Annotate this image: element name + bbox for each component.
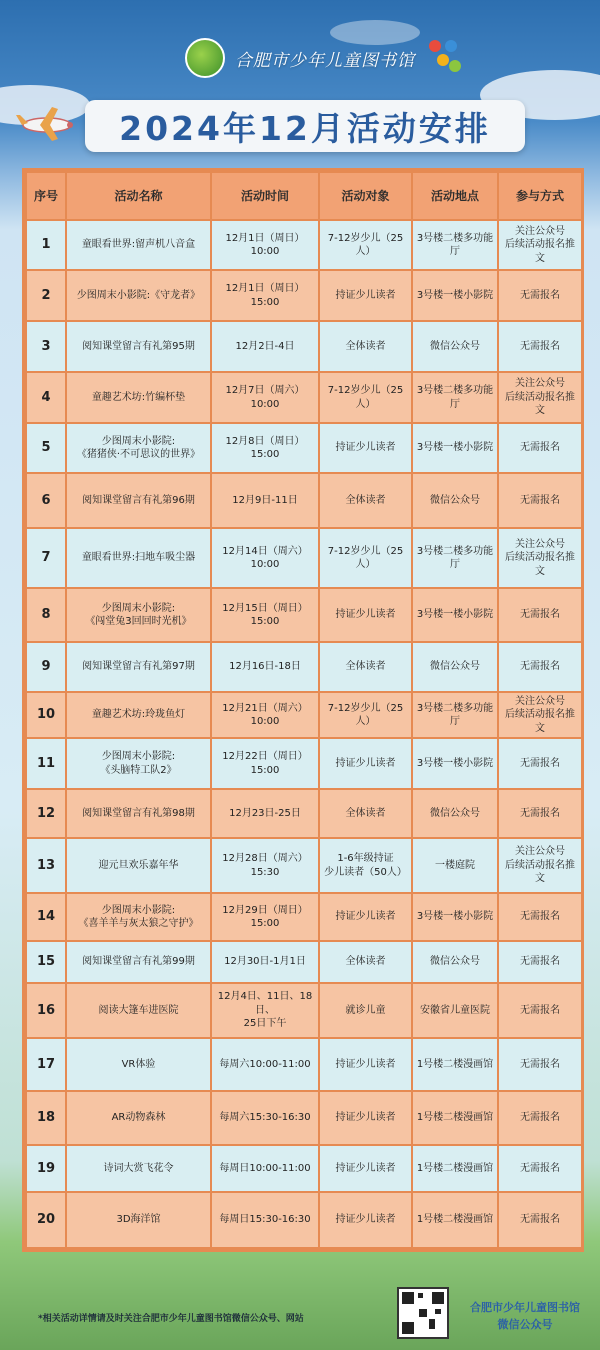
cell-audience: 持证少儿读者 <box>319 588 412 642</box>
table-row <box>26 1145 582 1192</box>
cell-join-method: 无需报名 <box>498 983 582 1038</box>
cell-activity-time: 12月22日（周日）15:00 <box>211 738 319 789</box>
cell-seq: 1 <box>26 220 66 270</box>
cell-activity-time: 12月4日、11日、18日、 25日下午 <box>211 983 319 1038</box>
cell-activity-name: 少图周末小影院: 《喜羊羊与灰太狼之守护》 <box>66 893 211 941</box>
cell-seq: 17 <box>26 1038 66 1091</box>
table-body <box>26 220 582 1248</box>
table-row <box>26 1091 582 1145</box>
cell-audience: 持证少儿读者 <box>319 423 412 473</box>
table-row <box>26 220 582 270</box>
cell-seq: 8 <box>26 588 66 642</box>
cell-place: 3号楼二楼多功能厅 <box>412 692 498 738</box>
schedule-table-container <box>22 168 584 1252</box>
cell-join-method: 关注公众号 后续活动报名推文 <box>498 838 582 893</box>
cell-place: 微信公众号 <box>412 789 498 838</box>
cell-activity-name: 少图周末小影院: 《猪猪侠·不可思议的世界》 <box>66 423 211 473</box>
cell-join-method: 关注公众号 后续活动报名推文 <box>498 528 582 588</box>
cell-activity-name: 阅知课堂留言有礼第97期 <box>66 642 211 692</box>
cell-place: 微信公众号 <box>412 941 498 983</box>
schedule-table <box>25 171 583 1249</box>
airplane-icon <box>12 103 82 143</box>
cell-seq: 13 <box>26 838 66 893</box>
cell-activity-time: 12月15日（周日）15:00 <box>211 588 319 642</box>
table-row <box>26 423 582 473</box>
cell-activity-time: 12月29日（周日）15:00 <box>211 893 319 941</box>
cell-seq: 19 <box>26 1145 66 1192</box>
cell-seq: 3 <box>26 321 66 372</box>
page-header <box>0 0 600 165</box>
cell-place: 3号楼一楼小影院 <box>412 270 498 321</box>
table-header-row <box>26 172 582 220</box>
cell-activity-time: 12月1日（周日）10:00 <box>211 220 319 270</box>
cell-place: 微信公众号 <box>412 642 498 692</box>
cell-audience: 7-12岁少儿（25人） <box>319 220 412 270</box>
cell-activity-time: 12月14日（周六）10:00 <box>211 528 319 588</box>
cell-audience: 全体读者 <box>319 321 412 372</box>
cell-audience: 全体读者 <box>319 789 412 838</box>
table-row <box>26 642 582 692</box>
cell-seq: 14 <box>26 893 66 941</box>
cell-activity-time: 12月28日（周六）15:30 <box>211 838 319 893</box>
table-row <box>26 893 582 941</box>
cell-place: 3号楼二楼多功能厅 <box>412 372 498 423</box>
cell-activity-time: 12月21日（周六）10:00 <box>211 692 319 738</box>
cell-activity-time: 12月16日-18日 <box>211 642 319 692</box>
cell-activity-name: 3D海洋馆 <box>66 1192 211 1248</box>
cell-seq: 12 <box>26 789 66 838</box>
cell-seq: 11 <box>26 738 66 789</box>
qr-label-line2: 微信公众号 <box>497 1317 553 1331</box>
cell-audience: 持证少儿读者 <box>319 1038 412 1091</box>
column-header-join: 参与方式 <box>498 172 582 220</box>
cell-place: 1号楼二楼漫画馆 <box>412 1038 498 1091</box>
cell-seq: 16 <box>26 983 66 1038</box>
cell-place: 微信公众号 <box>412 321 498 372</box>
cell-activity-time: 12月7日（周六）10:00 <box>211 372 319 423</box>
table-row <box>26 692 582 738</box>
cell-audience: 全体读者 <box>319 642 412 692</box>
cell-activity-name: 童趣艺术坊:玲珑鱼灯 <box>66 692 211 738</box>
table-row <box>26 838 582 893</box>
cell-audience: 持证少儿读者 <box>319 1145 412 1192</box>
table-row <box>26 738 582 789</box>
qr-code-icon <box>397 1287 449 1339</box>
cell-audience: 持证少儿读者 <box>319 1192 412 1248</box>
cell-join-method: 无需报名 <box>498 1091 582 1145</box>
table-row <box>26 1192 582 1248</box>
cell-activity-name: 迎元旦欢乐嘉年华 <box>66 838 211 893</box>
cell-audience: 持证少儿读者 <box>319 1091 412 1145</box>
cell-activity-name: 少图周末小影院: 《闯堂兔3回回时光机》 <box>66 588 211 642</box>
cell-seq: 9 <box>26 642 66 692</box>
cell-activity-name: 童眼看世界:扫地车吸尘器 <box>66 528 211 588</box>
cell-join-method: 无需报名 <box>498 473 582 528</box>
cell-place: 3号楼一楼小影院 <box>412 738 498 789</box>
column-header-time: 活动时间 <box>211 172 319 220</box>
cell-join-method: 关注公众号 后续活动报名推文 <box>498 372 582 423</box>
cell-audience: 全体读者 <box>319 473 412 528</box>
cell-activity-time: 每周六10:00-11:00 <box>211 1038 319 1091</box>
library-logo-icon <box>185 38 225 78</box>
cell-activity-name: 阅知课堂留言有礼第99期 <box>66 941 211 983</box>
qr-label <box>455 1300 595 1333</box>
cell-join-method: 关注公众号 后续活动报名推文 <box>498 220 582 270</box>
cell-seq: 10 <box>26 692 66 738</box>
cell-join-method: 无需报名 <box>498 1145 582 1192</box>
table-row <box>26 528 582 588</box>
cell-join-method: 无需报名 <box>498 588 582 642</box>
table-row <box>26 372 582 423</box>
column-header-name: 活动名称 <box>66 172 211 220</box>
cell-audience: 持证少儿读者 <box>319 738 412 789</box>
cell-audience: 1-6年级持证 少儿读者（50人） <box>319 838 412 893</box>
cell-place: 3号楼一楼小影院 <box>412 588 498 642</box>
cell-activity-name: 童眼看世界:留声机八音盒 <box>66 220 211 270</box>
cell-place: 3号楼二楼多功能厅 <box>412 528 498 588</box>
cell-seq: 5 <box>26 423 66 473</box>
cell-seq: 20 <box>26 1192 66 1248</box>
cell-seq: 18 <box>26 1091 66 1145</box>
table-row <box>26 473 582 528</box>
cell-activity-name: AR动物森林 <box>66 1091 211 1145</box>
cell-audience: 7-12岁少儿（25人） <box>319 372 412 423</box>
cell-activity-name: 阅读大篷车进医院 <box>66 983 211 1038</box>
cell-activity-name: 童趣艺术坊:竹编杯垫 <box>66 372 211 423</box>
cell-place: 1号楼二楼漫画馆 <box>412 1091 498 1145</box>
cell-activity-time: 12月23日-25日 <box>211 789 319 838</box>
cell-activity-time: 12月30日-1月1日 <box>211 941 319 983</box>
cell-seq: 4 <box>26 372 66 423</box>
footer-note: *相关活动详情请及时关注合肥市少年儿童图书馆微信公众号、网站 <box>38 1314 304 1324</box>
cell-audience: 持证少儿读者 <box>319 270 412 321</box>
cell-activity-time: 12月1日（周日）15:00 <box>211 270 319 321</box>
table-row <box>26 588 582 642</box>
cell-join-method: 无需报名 <box>498 789 582 838</box>
cell-activity-name: 诗词大赏飞花令 <box>66 1145 211 1192</box>
column-header-audience: 活动对象 <box>319 172 412 220</box>
cell-join-method: 无需报名 <box>498 423 582 473</box>
table-row <box>26 941 582 983</box>
cell-activity-name: 少图周末小影院:《守龙者》 <box>66 270 211 321</box>
cell-activity-name: VR体验 <box>66 1038 211 1091</box>
cell-activity-time: 12月9日-11日 <box>211 473 319 528</box>
cell-place: 安徽省儿童医院 <box>412 983 498 1038</box>
cell-audience: 全体读者 <box>319 941 412 983</box>
cell-audience: 7-12岁少儿（25人） <box>319 528 412 588</box>
cell-activity-name: 少图周末小影院: 《头脑特工队2》 <box>66 738 211 789</box>
cell-place: 一楼庭院 <box>412 838 498 893</box>
cell-join-method: 关注公众号 后续活动报名推文 <box>498 692 582 738</box>
cell-activity-time: 12月2日-4日 <box>211 321 319 372</box>
cell-seq: 6 <box>26 473 66 528</box>
cell-place: 1号楼二楼漫画馆 <box>412 1145 498 1192</box>
cell-join-method: 无需报名 <box>498 738 582 789</box>
table-row <box>26 270 582 321</box>
cell-place: 1号楼二楼漫画馆 <box>412 1192 498 1248</box>
cell-join-method: 无需报名 <box>498 1192 582 1248</box>
kids-reading-logo-icon <box>425 38 465 78</box>
cell-place: 3号楼一楼小影院 <box>412 423 498 473</box>
cell-audience: 就诊儿童 <box>319 983 412 1038</box>
cell-join-method: 无需报名 <box>498 893 582 941</box>
cell-seq: 2 <box>26 270 66 321</box>
cell-seq: 15 <box>26 941 66 983</box>
cell-activity-time: 12月8日（周日）15:00 <box>211 423 319 473</box>
cell-join-method: 无需报名 <box>498 321 582 372</box>
cell-activity-time: 每周日15:30-16:30 <box>211 1192 319 1248</box>
column-header-place: 活动地点 <box>412 172 498 220</box>
cell-activity-name: 阅知课堂留言有礼第95期 <box>66 321 211 372</box>
cell-join-method: 无需报名 <box>498 642 582 692</box>
table-row <box>26 983 582 1038</box>
cell-activity-name: 阅知课堂留言有礼第96期 <box>66 473 211 528</box>
cell-place: 3号楼一楼小影院 <box>412 893 498 941</box>
title-banner <box>85 100 525 152</box>
library-name: 合肥市少年儿童图书馆 <box>235 50 415 71</box>
cell-audience: 持证少儿读者 <box>319 893 412 941</box>
page-title: 2024年12月活动安排 <box>119 108 491 148</box>
cell-place: 3号楼二楼多功能厅 <box>412 220 498 270</box>
cell-activity-time: 每周日10:00-11:00 <box>211 1145 319 1192</box>
cell-join-method: 无需报名 <box>498 270 582 321</box>
cell-activity-name: 阅知课堂留言有礼第98期 <box>66 789 211 838</box>
cell-join-method: 无需报名 <box>498 1038 582 1091</box>
cell-seq: 7 <box>26 528 66 588</box>
table-row <box>26 321 582 372</box>
column-header-seq: 序号 <box>26 172 66 220</box>
table-row <box>26 789 582 838</box>
table-row <box>26 1038 582 1091</box>
qr-label-line1: 合肥市少年儿童图书馆 <box>470 1301 580 1314</box>
cell-join-method: 无需报名 <box>498 941 582 983</box>
cell-place: 微信公众号 <box>412 473 498 528</box>
cell-audience: 7-12岁少儿（25人） <box>319 692 412 738</box>
cell-activity-time: 每周六15:30-16:30 <box>211 1091 319 1145</box>
logo-bar <box>185 38 465 78</box>
